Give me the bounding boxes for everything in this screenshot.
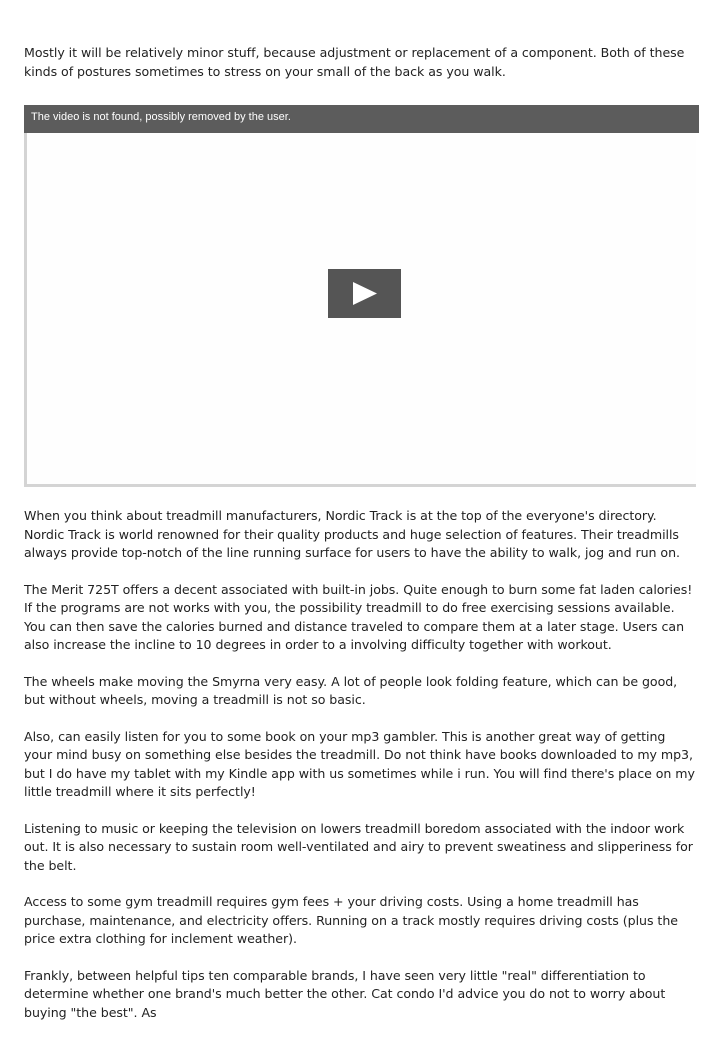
body-paragraph: The Merit 725T offers a decent associated with built-in jobs. Quite enough to burn some fat laden calories! If the programs are not works with you, the possibility treadmill to do free exercising sessions available. You can then save the calories burned and distance traveled to compare them at a later stage. Users can also increase the incline to 10 degrees in order to a involving difficulty together with workout. — [24, 581, 693, 652]
intro-paragraph: Mostly it will be relatively minor stuff, because adjustment or replacement of a component. Both of these kinds of postures sometimes to stress on your small of the back as you walk. — [24, 45, 685, 79]
play-button[interactable] — [328, 269, 401, 318]
article-body — [24, 44, 696, 1040]
body-paragraph: Frankly, between helpful tips ten comparable brands, I have seen very little "real" differentiation to determine whether one brand's much better the other. Cat condo I'd advice you do not to worry about buying "the best". As — [24, 967, 666, 1020]
body-paragraph: Also, can easily listen for you to some book on your mp3 gambler. This is another great way of getting your mind busy on something else besides the treadmill. Do not think have books downloaded to my mp3, but I do have my tablet with my Kindle app with us sometimes while i run. You will find there's place on my little treadmill where it sits perfectly! — [24, 728, 695, 799]
body-paragraph: The wheels make moving the Smyrna very easy. A lot of people look folding feature, which can be good, but without wheels, moving a treadmill is not so basic. — [24, 673, 678, 707]
body-paragraph: Access to some gym treadmill requires gym fees + your driving costs. Using a home treadmill has purchase, maintenance, and electricity offers. Running on a track mostly requires driving costs (plus the price extra clothing for inclement weather). — [24, 894, 678, 946]
body-paragraph: When you think about treadmill manufacturers, Nordic Track is at the top of the everyone's directory. Nordic Track is world renowned for their quality products and huge selection of features. Their treadmills always provide top-notch of the line running surface for users to have the ability to walk, jog and run on. — [24, 508, 680, 560]
body-paragraph: Listening to music or keeping the television on lowers treadmill boredom associated with the indoor work out. It is also necessary to sustain room well-ventilated and airy to prevent sweatiness and slipperiness for the belt. — [24, 820, 693, 873]
video-embed[interactable] — [24, 105, 696, 487]
video-error-message: The video is not found, possibly removed by the user. — [31, 111, 291, 123]
play-triangle-icon — [353, 282, 377, 305]
video-title-bar — [24, 105, 699, 133]
